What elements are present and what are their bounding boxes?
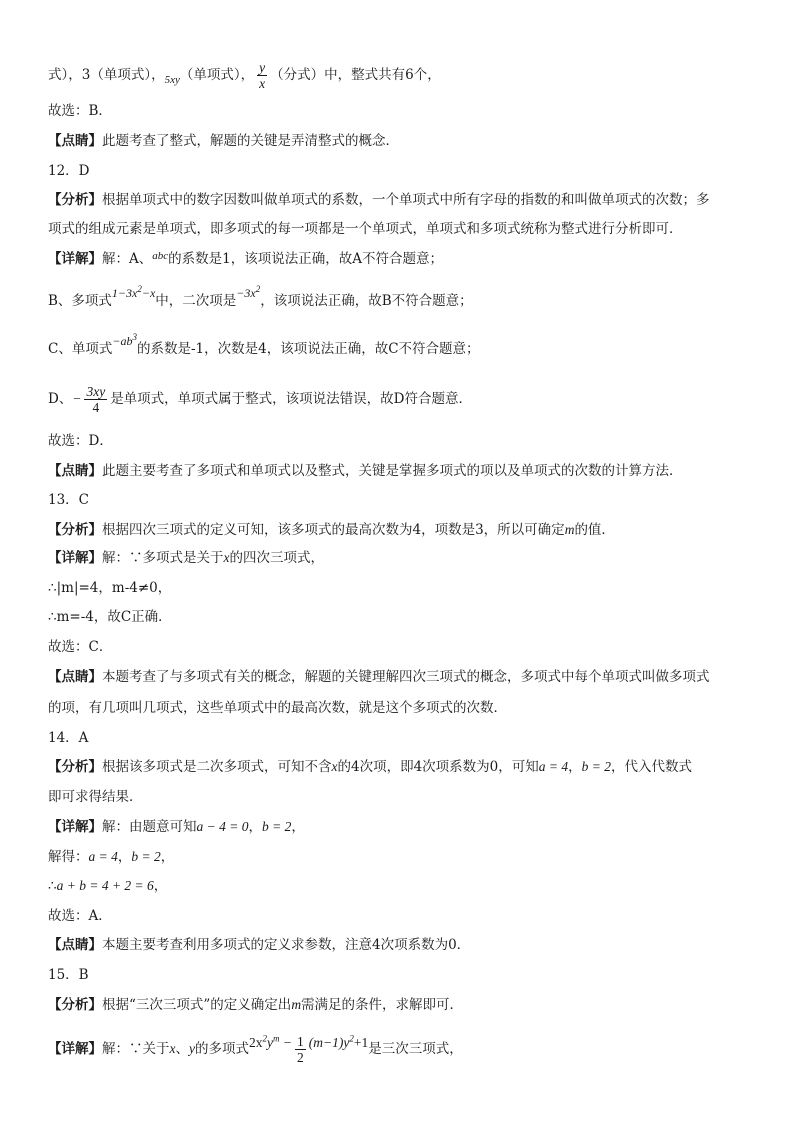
detail-13-c: ∴m=-4，故C正确． [48, 609, 172, 625]
detail-15-a: 【详解】解：∵关于x、y的多项式$2x^2y^m$ − $\frac{1}{2}$ $(m-1)y^2+1$是三次三项式， [48, 1033, 463, 1065]
question-14-heading: 14．A [48, 730, 89, 746]
question-13-heading: 13．C [48, 492, 90, 508]
detail-14-b: 解得：a = 4，b = 2， [48, 849, 175, 865]
question-15-heading: 15．B [48, 967, 89, 983]
answer-12: 故选：D． [48, 433, 113, 449]
tag-analysis: 【分析】 [48, 192, 102, 208]
tag-comment: 【点睛】 [48, 669, 102, 685]
math-abc: abc [152, 250, 169, 262]
line-1: 式），3（单项式），$_{5xy}$（单项式）， $\frac{y}{x}$ （分式）中，整式共有6个， [48, 60, 441, 91]
tag-analysis: 【分析】 [48, 759, 102, 775]
tag-detail: 【详解】 [48, 1041, 102, 1057]
detail-12-a: 【详解】解：A、$^{abc}$的系数是1，该项说法正确，故A不符合题意； [48, 250, 443, 267]
math-polynomial: $1-3x^2-x$ [111, 284, 156, 300]
analysis-14-cont: 即可求得结果． [48, 789, 143, 805]
tag-analysis: 【分析】 [48, 522, 102, 538]
detail-12-c: C、单项式$-ab^3$的系数是-1，次数是4，该项说法正确，故C不符合题意； [48, 332, 480, 357]
math-5xy: 5xy [164, 74, 180, 86]
tag-analysis: 【分析】 [48, 997, 102, 1013]
question-12-heading: 12．D [48, 163, 90, 179]
detail-13-b: ∴|m|=4，m-4≠0， [48, 580, 172, 596]
fraction-y-over-x: $\frac{y}{x}$ [259, 60, 266, 91]
line-2: 故选：B． [48, 103, 112, 119]
tag-comment: 【点睛】 [48, 463, 102, 479]
tag-detail: 【详解】 [48, 251, 102, 267]
comment-12: 【点睛】此题主要考查了多项式和单项式以及整式，关键是掌握多项式的项以及单项式的次数的计算方法． [48, 463, 683, 479]
tag-comment: 【点睛】 [48, 133, 102, 149]
comment-13-cont: 的项，有几项叫几项式，这些单项式中的最高次数，就是这个多项式的次数． [48, 700, 507, 716]
comment-13: 【点睛】本题考查了与多项式有关的概念，解题的关键理解四次三项式的概念，多项式中每个单项式叫做多项式 [48, 669, 710, 685]
detail-14-c: ∴a + b = 4 + 2 = 6， [48, 878, 168, 894]
comment-14: 【点睛】本题主要考查利用多项式的定义求参数，注意4次项系数为0． [48, 937, 471, 953]
detail-12-b: B、多项式$1-3x^2-x$中，二次项是$-3x^2$，该项说法正确，故B不符合题意； [48, 284, 473, 309]
tag-comment: 【点睛】 [48, 937, 102, 953]
answer-14: 故选：A． [48, 908, 112, 924]
math-quadratic-term: $-3x^2$ [236, 284, 261, 300]
answer-13: 故选：C． [48, 639, 113, 655]
analysis-13: 【分析】根据四次三项式的定义可知，该多项式的最高次数为4，项数是3，所以可确定m的值． [48, 522, 615, 538]
fraction-3xy-over-4: $\frac{3xy}{4}$ [86, 384, 106, 415]
analysis-12: 【分析】根据单项式中的数字因数叫做单项式的系数，一个单项式中所有字母的指数的和叫做单项式的次数；多 [48, 192, 710, 208]
detail-14-a: 【详解】解：由题意可知a − 4 = 0，b = 2， [48, 819, 305, 835]
analysis-15: 【分析】根据“三次三项式”的定义确定出m需满足的条件，求解即可． [48, 997, 464, 1013]
detail-12-d: D、− $\frac{3xy}{4}$ 是单项式，单项式属于整式，该项说法错误，故D符合题意． [48, 384, 473, 415]
math-monomial: $-ab^3$ [112, 332, 137, 348]
fraction-one-half: $\frac{1}{2}$ [297, 1034, 304, 1065]
tag-detail: 【详解】 [48, 819, 102, 835]
comment-11: 【点睛】此题考查了整式，解题的关键是弄清整式的概念． [48, 133, 399, 149]
tag-detail: 【详解】 [48, 550, 102, 566]
math-polynomial-15: $2x^2y^m$ − [249, 1033, 292, 1050]
analysis-12-cont: 项式的组成元素是单项式，即多项式的每一项都是一个单项式，单项式和多项式统称为整式进行分析即可． [48, 221, 683, 237]
analysis-14: 【分析】根据该多项式是二次多项式，可知不含x的4次项，即4次项系数为0，可知a = 4，b = 2，代入代数式 [48, 759, 693, 775]
detail-13-a: 【详解】解：∵多项式是关于x的四次三项式， [48, 550, 324, 566]
